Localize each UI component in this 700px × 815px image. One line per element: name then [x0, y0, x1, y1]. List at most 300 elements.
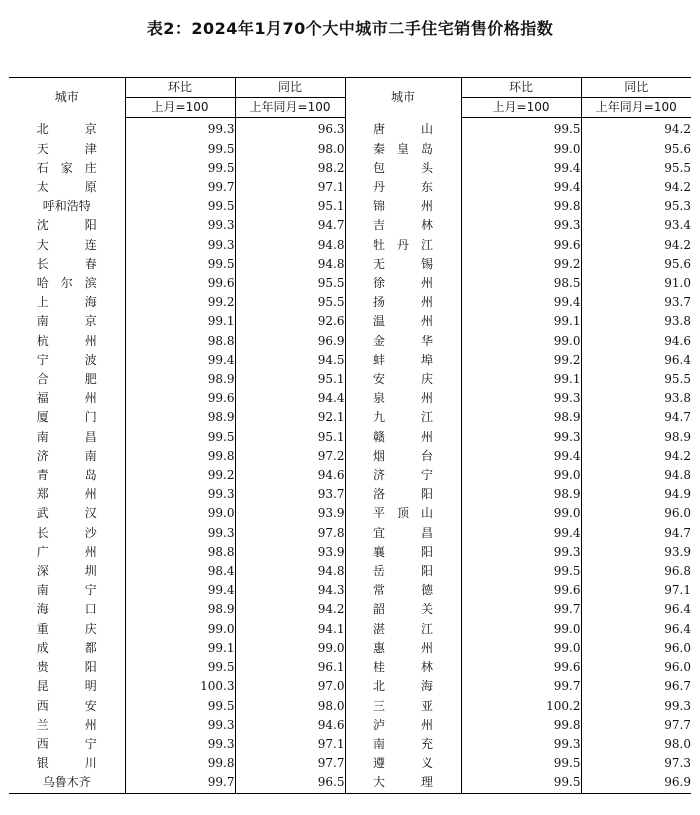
mom-value: 100.3: [200, 679, 235, 694]
mom-value: 99.5: [207, 160, 235, 175]
mom-cell-right: [461, 447, 581, 466]
mom-cell-right: [461, 370, 581, 389]
yoy-cell-left: [235, 118, 345, 140]
city-name: 岳阳: [373, 564, 433, 579]
mom-cell-right: [461, 620, 581, 639]
mom-cell-left: [125, 600, 235, 619]
table-row: [9, 754, 691, 773]
city-name: 吉林: [373, 218, 433, 233]
yoy-value: 93.9: [317, 506, 345, 521]
table-body: [9, 118, 691, 793]
yoy-value: 97.8: [317, 525, 345, 540]
yoy-cell-right: [581, 408, 691, 427]
city-name: 合肥: [36, 372, 97, 387]
mom-value: 98.9: [207, 372, 235, 387]
mom-value: 99.1: [207, 640, 235, 655]
mom-cell-left: [125, 428, 235, 447]
yoy-value: 92.6: [317, 314, 345, 329]
city-column-header-left: 城市: [9, 78, 125, 118]
mom-cell-left: [125, 389, 235, 408]
mom-cell-right: [461, 735, 581, 754]
yoy-cell-right: [581, 293, 691, 312]
mom-value: 99.3: [553, 544, 581, 559]
table-row: [9, 697, 691, 716]
yoy-cell-left: [235, 178, 345, 197]
city-cell-left: [9, 773, 125, 793]
mom-value: 99.5: [207, 141, 235, 156]
city-cell-right: [345, 236, 461, 255]
city-cell-left: [9, 543, 125, 562]
mom-value: 99.4: [553, 448, 581, 463]
city-name: 南京: [36, 314, 97, 329]
yoy-cell-left: [235, 716, 345, 735]
mom-value: 99.1: [553, 314, 581, 329]
table-row: [9, 159, 691, 178]
city-name: 重庆: [36, 621, 97, 636]
city-cell-right: [345, 562, 461, 581]
mom-value: 98.4: [207, 564, 235, 579]
city-cell-right: [345, 581, 461, 600]
mom-value: 99.0: [553, 468, 581, 483]
city-cell-right: [345, 716, 461, 735]
mom-value: 99.0: [207, 621, 235, 636]
city-name: 西宁: [36, 736, 97, 751]
mom-cell-right: [461, 293, 581, 312]
yoy-value: 97.1: [664, 583, 691, 598]
city-name: 秦皇岛: [373, 141, 433, 156]
mom-value: 99.2: [553, 352, 581, 367]
city-name: 襄阳: [373, 544, 433, 559]
mom-cell-left: [125, 524, 235, 543]
city-name: 福州: [36, 391, 97, 406]
yoy-cell-right: [581, 466, 691, 485]
mom-value: 99.8: [553, 199, 581, 214]
city-name: 北京: [36, 122, 97, 137]
city-cell-right: [345, 332, 461, 351]
yoy-cell-right: [581, 140, 691, 159]
city-cell-left: [9, 197, 125, 216]
mom-cell-right: [461, 466, 581, 485]
mom-value: 99.4: [553, 160, 581, 175]
mom-cell-left: [125, 562, 235, 581]
city-cell-left: [9, 389, 125, 408]
city-cell-left: [9, 658, 125, 677]
table-row: [9, 274, 691, 293]
mom-value: 98.9: [207, 410, 235, 425]
mom-value: 99.5: [553, 564, 581, 579]
city-name: 贵阳: [36, 660, 97, 675]
city-name: 石家庄: [36, 160, 97, 175]
table-row: [9, 543, 691, 562]
yoy-cell-left: [235, 197, 345, 216]
yoy-value: 94.6: [664, 333, 691, 348]
city-name: 丹东: [373, 180, 433, 195]
yoy-value: 96.5: [317, 775, 345, 790]
mom-cell-right: [461, 236, 581, 255]
mom-cell-left: [125, 408, 235, 427]
yoy-cell-right: [581, 236, 691, 255]
city-cell-left: [9, 639, 125, 658]
table-row: [9, 255, 691, 274]
city-name: 上海: [36, 295, 97, 310]
yoy-column-header-left: 同比: [235, 78, 345, 98]
mom-cell-right: [461, 639, 581, 658]
yoy-value: 98.2: [317, 160, 345, 175]
yoy-cell-right: [581, 716, 691, 735]
city-name: 桂林: [373, 660, 433, 675]
yoy-base-header-right: 上年同月=100: [581, 98, 691, 118]
city-name: 长沙: [36, 525, 97, 540]
mom-cell-right: [461, 351, 581, 370]
city-name: 大理: [373, 775, 433, 790]
yoy-value: 94.2: [664, 237, 691, 252]
yoy-cell-right: [581, 332, 691, 351]
mom-value: 99.6: [553, 583, 581, 598]
city-cell-left: [9, 428, 125, 447]
table-row: [9, 118, 691, 140]
mom-cell-left: [125, 274, 235, 293]
yoy-value: 96.9: [317, 333, 345, 348]
city-cell-left: [9, 236, 125, 255]
mom-value: 99.1: [553, 372, 581, 387]
mom-cell-left: [125, 255, 235, 274]
mom-cell-right: [461, 504, 581, 523]
city-cell-right: [345, 466, 461, 485]
table-row: [9, 216, 691, 235]
city-name: 呼和浩特: [42, 199, 91, 214]
city-cell-left: [9, 293, 125, 312]
mom-value: 99.3: [553, 218, 581, 233]
city-cell-left: [9, 351, 125, 370]
yoy-cell-right: [581, 312, 691, 331]
yoy-value: 99.0: [317, 640, 345, 655]
city-name: 太原: [36, 180, 97, 195]
city-name: 兰州: [36, 717, 97, 732]
yoy-cell-left: [235, 697, 345, 716]
city-name: 常德: [373, 583, 433, 598]
yoy-value: 94.8: [317, 237, 345, 252]
city-cell-right: [345, 255, 461, 274]
yoy-value: 95.5: [664, 160, 691, 175]
yoy-value: 94.6: [317, 468, 345, 483]
yoy-cell-left: [235, 332, 345, 351]
yoy-cell-right: [581, 274, 691, 293]
city-name: 杭州: [36, 333, 97, 348]
yoy-value: 94.4: [317, 391, 345, 406]
yoy-value: 93.8: [664, 314, 691, 329]
mom-cell-right: [461, 485, 581, 504]
mom-value: 99.7: [553, 679, 581, 694]
city-name: 济宁: [373, 468, 433, 483]
city-cell-right: [345, 118, 461, 140]
mom-value: 99.8: [207, 448, 235, 463]
mom-value: 99.7: [207, 775, 235, 790]
yoy-value: 94.7: [664, 410, 691, 425]
mom-value: 99.5: [553, 122, 581, 137]
mom-value: 98.5: [553, 276, 581, 291]
city-cell-left: [9, 735, 125, 754]
city-name: 广州: [36, 544, 97, 559]
mom-cell-right: [461, 312, 581, 331]
city-cell-left: [9, 677, 125, 696]
yoy-cell-left: [235, 735, 345, 754]
city-name: 沈阳: [36, 218, 97, 233]
yoy-cell-left: [235, 754, 345, 773]
table-row: [9, 408, 691, 427]
yoy-cell-left: [235, 216, 345, 235]
mom-cell-right: [461, 773, 581, 793]
city-name: 平顶山: [373, 506, 433, 521]
table-row: [9, 639, 691, 658]
mom-column-header-left: 环比: [125, 78, 235, 98]
mom-cell-right: [461, 255, 581, 274]
city-cell-left: [9, 274, 125, 293]
mom-value: 99.3: [553, 736, 581, 751]
mom-cell-left: [125, 620, 235, 639]
city-cell-left: [9, 466, 125, 485]
yoy-value: 94.2: [317, 602, 345, 617]
yoy-cell-left: [235, 370, 345, 389]
mom-cell-left: [125, 370, 235, 389]
yoy-cell-right: [581, 118, 691, 140]
mom-value: 99.5: [207, 698, 235, 713]
yoy-cell-left: [235, 428, 345, 447]
mom-cell-right: [461, 543, 581, 562]
city-cell-right: [345, 351, 461, 370]
mom-cell-right: [461, 118, 581, 140]
table-row: [9, 773, 691, 793]
yoy-cell-left: [235, 677, 345, 696]
mom-value: 99.0: [553, 621, 581, 636]
yoy-cell-left: [235, 312, 345, 331]
table-row: [9, 562, 691, 581]
mom-value: 99.7: [207, 180, 235, 195]
mom-value: 98.8: [207, 333, 235, 348]
yoy-cell-right: [581, 504, 691, 523]
mom-cell-right: [461, 389, 581, 408]
city-cell-right: [345, 524, 461, 543]
mom-cell-left: [125, 312, 235, 331]
yoy-value: 95.5: [317, 295, 345, 310]
city-cell-left: [9, 255, 125, 274]
mom-value: 99.6: [207, 276, 235, 291]
city-name: 武汉: [36, 506, 97, 521]
city-cell-left: [9, 312, 125, 331]
city-name: 青岛: [36, 468, 97, 483]
city-name: 无锡: [373, 256, 433, 271]
yoy-value: 96.9: [664, 775, 691, 790]
city-name: 锦州: [373, 199, 433, 214]
yoy-cell-right: [581, 677, 691, 696]
mom-value: 98.9: [553, 410, 581, 425]
city-name: 厦门: [36, 410, 97, 425]
city-cell-left: [9, 600, 125, 619]
mom-cell-right: [461, 716, 581, 735]
yoy-cell-right: [581, 216, 691, 235]
mom-cell-left: [125, 735, 235, 754]
yoy-cell-left: [235, 140, 345, 159]
yoy-value: 94.8: [317, 256, 345, 271]
mom-cell-right: [461, 754, 581, 773]
yoy-cell-right: [581, 389, 691, 408]
mom-cell-left: [125, 466, 235, 485]
mom-cell-left: [125, 236, 235, 255]
city-name: 牡丹江: [373, 237, 433, 252]
city-name: 南昌: [36, 429, 97, 444]
mom-value: 99.8: [553, 717, 581, 732]
mom-value: 99.0: [553, 506, 581, 521]
mom-cell-right: [461, 408, 581, 427]
table-row: [9, 312, 691, 331]
yoy-cell-left: [235, 274, 345, 293]
yoy-base-header-left: 上年同月=100: [235, 98, 345, 118]
yoy-value: 94.2: [664, 448, 691, 463]
city-name: 三亚: [373, 698, 433, 713]
yoy-value: 96.0: [664, 506, 691, 521]
yoy-cell-right: [581, 600, 691, 619]
mom-cell-left: [125, 293, 235, 312]
yoy-cell-left: [235, 447, 345, 466]
yoy-value: 97.1: [317, 736, 345, 751]
city-cell-right: [345, 140, 461, 159]
mom-cell-right: [461, 697, 581, 716]
yoy-value: 93.8: [664, 391, 691, 406]
yoy-value: 98.0: [664, 736, 691, 751]
mom-cell-left: [125, 716, 235, 735]
yoy-value: 98.0: [317, 698, 345, 713]
city-cell-right: [345, 293, 461, 312]
city-name: 遵义: [373, 756, 433, 771]
city-name: 哈尔滨: [36, 276, 97, 291]
city-cell-right: [345, 754, 461, 773]
yoy-cell-right: [581, 581, 691, 600]
mom-cell-left: [125, 543, 235, 562]
city-column-header-right: 城市: [345, 78, 461, 118]
city-name: 天津: [36, 141, 97, 156]
yoy-value: 99.3: [664, 698, 691, 713]
mom-cell-right: [461, 428, 581, 447]
yoy-value: 96.3: [317, 122, 345, 137]
mom-value: 98.9: [207, 602, 235, 617]
mom-cell-right: [461, 677, 581, 696]
table-row: [9, 716, 691, 735]
table-row: [9, 428, 691, 447]
mom-value: 99.0: [553, 141, 581, 156]
yoy-cell-left: [235, 293, 345, 312]
yoy-value: 96.0: [664, 660, 691, 675]
table-header: [9, 78, 691, 118]
mom-cell-right: [461, 178, 581, 197]
city-cell-right: [345, 697, 461, 716]
city-cell-right: [345, 658, 461, 677]
yoy-value: 97.2: [317, 448, 345, 463]
city-cell-right: [345, 389, 461, 408]
city-name: 泸州: [373, 717, 433, 732]
mom-cell-right: [461, 159, 581, 178]
mom-value: 99.5: [207, 429, 235, 444]
city-cell-left: [9, 504, 125, 523]
table-row: [9, 293, 691, 312]
yoy-value: 97.7: [664, 717, 691, 732]
mom-cell-left: [125, 697, 235, 716]
yoy-cell-right: [581, 447, 691, 466]
yoy-cell-right: [581, 197, 691, 216]
table-row: [9, 658, 691, 677]
yoy-cell-right: [581, 773, 691, 793]
yoy-value: 93.7: [317, 487, 345, 502]
mom-cell-left: [125, 677, 235, 696]
table-row: [9, 524, 691, 543]
mom-cell-left: [125, 773, 235, 793]
city-cell-right: [345, 408, 461, 427]
city-cell-right: [345, 312, 461, 331]
city-name: 南充: [373, 736, 433, 751]
mom-cell-right: [461, 600, 581, 619]
city-name: 徐州: [373, 276, 433, 291]
mom-value: 99.4: [207, 352, 235, 367]
mom-value: 100.2: [546, 698, 581, 713]
city-cell-left: [9, 447, 125, 466]
mom-cell-right: [461, 216, 581, 235]
yoy-cell-right: [581, 639, 691, 658]
city-cell-left: [9, 697, 125, 716]
yoy-value: 94.5: [317, 352, 345, 367]
yoy-value: 93.9: [317, 544, 345, 559]
city-name: 成都: [36, 640, 97, 655]
city-name: 深圳: [36, 564, 97, 579]
mom-value: 99.6: [553, 237, 581, 252]
city-name: 唐山: [373, 122, 433, 137]
city-cell-left: [9, 716, 125, 735]
yoy-value: 96.4: [664, 602, 691, 617]
table-row: [9, 197, 691, 216]
table-row: [9, 620, 691, 639]
yoy-value: 96.4: [664, 352, 691, 367]
mom-cell-right: [461, 562, 581, 581]
yoy-cell-left: [235, 159, 345, 178]
yoy-cell-left: [235, 658, 345, 677]
mom-cell-right: [461, 197, 581, 216]
yoy-value: 92.1: [317, 410, 345, 425]
mom-cell-left: [125, 447, 235, 466]
city-name: 洛阳: [373, 487, 433, 502]
yoy-value: 95.3: [664, 199, 691, 214]
yoy-value: 97.1: [317, 180, 345, 195]
mom-cell-left: [125, 581, 235, 600]
city-cell-left: [9, 332, 125, 351]
yoy-value: 93.7: [664, 295, 691, 310]
mom-value: 99.5: [553, 775, 581, 790]
yoy-cell-right: [581, 351, 691, 370]
mom-cell-left: [125, 485, 235, 504]
city-cell-right: [345, 543, 461, 562]
mom-value: 99.5: [207, 660, 235, 675]
mom-cell-left: [125, 754, 235, 773]
mom-cell-right: [461, 140, 581, 159]
city-cell-left: [9, 408, 125, 427]
yoy-cell-left: [235, 351, 345, 370]
table-row: [9, 447, 691, 466]
mom-value: 99.3: [207, 122, 235, 137]
yoy-cell-left: [235, 485, 345, 504]
yoy-cell-right: [581, 562, 691, 581]
mom-value: 99.3: [207, 218, 235, 233]
city-cell-right: [345, 620, 461, 639]
city-name: 大连: [36, 237, 97, 252]
city-cell-right: [345, 447, 461, 466]
city-cell-left: [9, 159, 125, 178]
mom-cell-left: [125, 178, 235, 197]
